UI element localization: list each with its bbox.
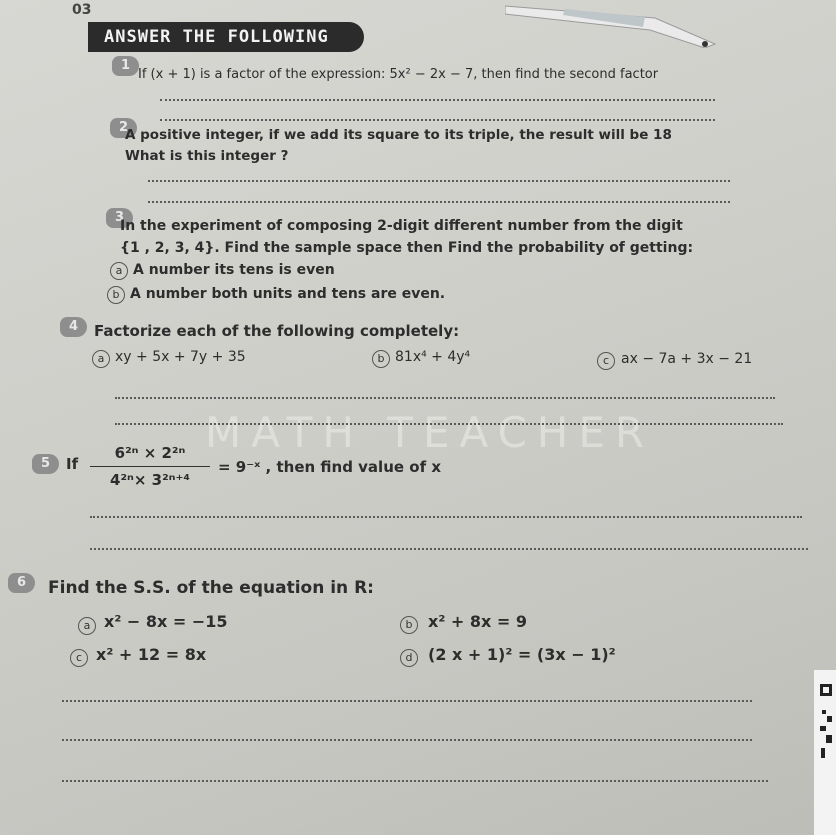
question-2-badge: 2 xyxy=(110,118,137,138)
part-label: a xyxy=(110,262,128,280)
question-4c-text: ax − 7a + 3x − 21 xyxy=(621,351,753,367)
part-label: b xyxy=(372,350,390,368)
question-6-text: Find the S.S. of the equation in R: xyxy=(48,578,374,598)
part-label: c xyxy=(70,649,88,667)
answer-line xyxy=(148,201,730,203)
answer-line xyxy=(115,397,775,399)
question-2-text-line2: What is this integer ? xyxy=(125,148,289,164)
part-label: c xyxy=(597,352,615,370)
question-5-rhs: = 9⁻ˣ , then find value of x xyxy=(218,458,442,476)
question-5-prefix: If xyxy=(66,455,79,473)
question-4a-text: xy + 5x + 7y + 35 xyxy=(115,349,246,365)
question-3-badge: 3 xyxy=(106,208,133,228)
qr-code-fragment xyxy=(818,680,832,770)
question-4b-text: 81x⁴ + 4y⁴ xyxy=(395,349,471,365)
part-label: d xyxy=(400,649,418,667)
fraction-numerator: 6²ⁿ × 2²ⁿ xyxy=(114,444,186,462)
question-3b-text: A number both units and tens are even. xyxy=(130,286,446,302)
part-label: a xyxy=(78,617,96,635)
answer-line xyxy=(90,516,802,518)
section-title: ANSWER THE FOLLOWING xyxy=(104,27,329,47)
answer-line xyxy=(160,99,715,101)
question-5-badge: 5 xyxy=(32,454,59,474)
question-6-badge: 6 xyxy=(8,573,35,593)
question-6c-text: x² + 12 = 8x xyxy=(96,645,207,664)
fraction-denominator: 4²ⁿ× 3²ⁿ⁺⁴ xyxy=(110,471,190,489)
question-3-text-line1: In the experiment of composing 2-digit different number from the digit xyxy=(120,218,683,234)
fraction-bar xyxy=(90,466,210,467)
answer-line xyxy=(160,119,715,121)
part-label: a xyxy=(92,350,110,368)
question-4-text: Factorize each of the following completely: xyxy=(94,322,460,340)
question-6d-text: (2 x + 1)² = (3x − 1)² xyxy=(428,645,616,664)
question-4-badge: 4 xyxy=(60,317,87,337)
answer-line xyxy=(62,739,752,741)
question-3a-text: A number its tens is even xyxy=(133,262,335,278)
question-1-badge: 1 xyxy=(112,56,139,76)
pen-image xyxy=(505,0,725,48)
question-3-text-line2: {1 , 2, 3, 4}. Find the sample space then Find the probability of getting: xyxy=(120,240,694,256)
watermark-text: MATH TEACHER xyxy=(205,408,655,457)
answer-line xyxy=(62,700,752,702)
question-6b-text: x² + 8x = 9 xyxy=(428,612,528,631)
question-2-text-line1: A positive integer, if we add its square to its triple, the result will be 18 xyxy=(125,127,672,143)
answer-line xyxy=(148,180,730,182)
section-header xyxy=(88,22,364,52)
question-6a-text: x² − 8x = −15 xyxy=(104,612,228,631)
section-number: 03 xyxy=(72,2,92,18)
answer-line xyxy=(115,423,783,425)
answer-line xyxy=(62,780,768,782)
question-1-text: If (x + 1) is a factor of the expression: 5x² − 2x − 7, then find the second factor xyxy=(138,67,659,82)
part-label: b xyxy=(107,286,125,304)
answer-line xyxy=(90,548,808,550)
part-label: b xyxy=(400,616,418,634)
